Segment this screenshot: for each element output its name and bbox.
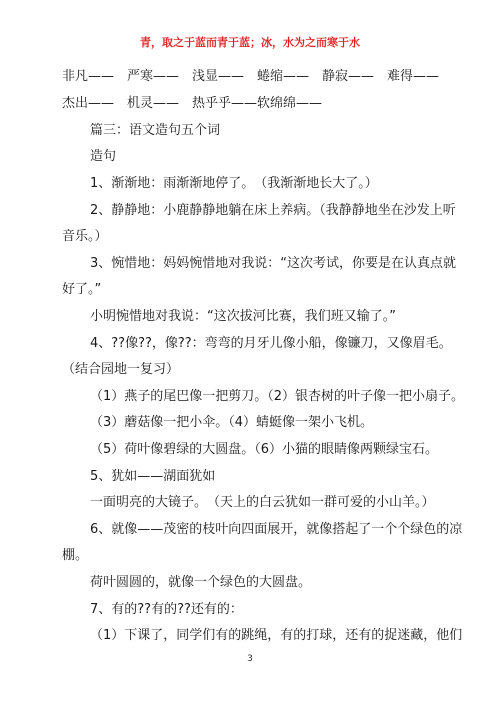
text-line: 7、有的??有的??还有的： xyxy=(90,602,243,617)
text-line: 一面明亮的大镜子。 （天上的白云犹如一群可爱的小山羊。） xyxy=(90,495,435,510)
text-line: 杰出—— 机灵—— 热乎乎——软绵绵—— xyxy=(62,96,323,111)
text-line: （结合园地一复习） xyxy=(62,362,180,377)
text-line: 3、惋惜地：妈妈惋惜地对我说：“这次考试，你要是在认真点就 xyxy=(90,256,457,271)
page-number: 3 xyxy=(247,654,253,664)
text-line: 音乐。） xyxy=(62,229,108,244)
text-line: 4、??像??，像??：弯弯的月牙儿像小船，像镰刀，又像眉毛。 xyxy=(90,336,452,351)
section-heading: 篇三：语文造句五个词 xyxy=(90,123,221,138)
text-line: （5）荷叶像碧绿的大圆盘。（6）小猫的眼睛像两颗绿宝石。 xyxy=(90,442,439,457)
text-line: 小明惋惜地对我说：“这次拔河比赛，我们班又输了。” xyxy=(90,309,396,324)
text-line: 2、静静地：小鹿静静地躺在床上养病。（我静静地坐在沙发上听 xyxy=(90,203,456,218)
text-line: 5、犹如——湖面犹如 xyxy=(90,469,216,484)
text-line: 好了。” xyxy=(62,282,102,297)
text-line: 荷叶圆圆的，就像一个绿色的大圆盘。 xyxy=(90,575,312,590)
text-line: （3）蘑菇像一把小伞。（4）蜻蜓像一架小飞机。 xyxy=(90,415,374,430)
text-line: 非凡—— 严寒—— 浅显—— 蜷缩—— 静寂—— 难得—— xyxy=(62,69,440,84)
text-line: （1）下课了，同学们有的跳绳，有的打球，还有的捉迷藏，他们 xyxy=(90,628,463,643)
text-line: 6、就像——茂密的枝叶向四面展开，就像搭起了一个个绿色的凉 xyxy=(90,522,463,537)
text-line: （1）燕子的尾巴像一把剪刀。（2）银杏树的叶子像一把小扇子。 xyxy=(90,389,465,404)
header-title: 青，取之于蓝而青于蓝；冰，水为之而寒于水 xyxy=(140,36,360,49)
text-line: 1、渐渐地：雨渐渐地停了。 （我渐渐地长大了。） xyxy=(90,176,378,191)
text-line: 棚。 xyxy=(62,548,89,563)
section-subheading: 造句 xyxy=(90,149,117,164)
